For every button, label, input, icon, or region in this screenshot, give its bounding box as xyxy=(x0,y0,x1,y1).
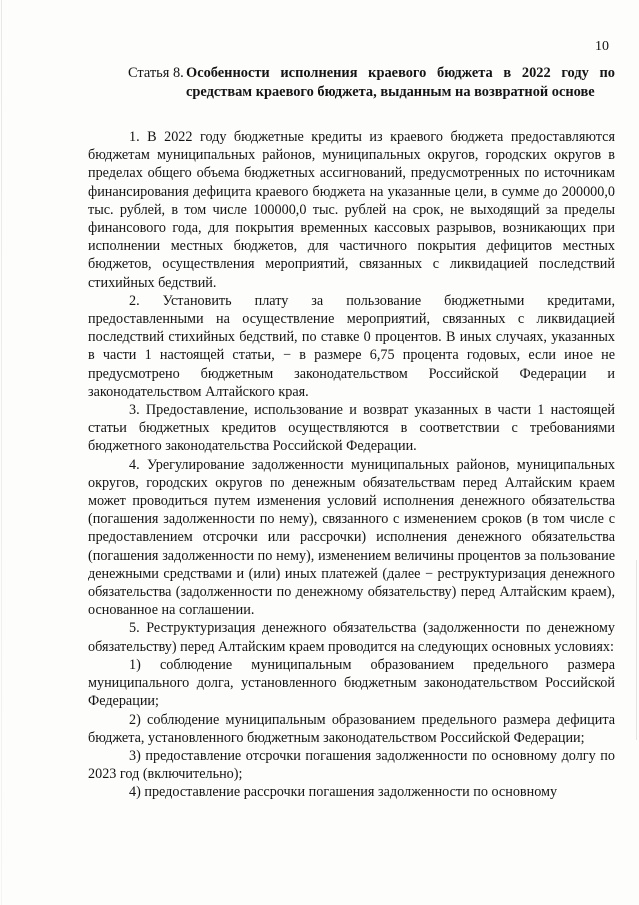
list-item-4: 4) предоставление рассрочки погашения задолженности по основному xyxy=(129,784,558,801)
paragraph-1: 1. В 2022 году бюджетные кредиты из краевого бюджета предоставляются бюджетам муниципальных районов, муниципальных округов, городских округов в пределах общего объема бюджетных ассигнований, предусмотренных по источникам финансирования дефицита краевого бюджета на указанные цели, в сумме до 200000,0 тыс. рублей, в том числе 100000,0 тыс. рублей на срок, не выходящий за пределы финансового года, для покрытия временных кассовых разрывов, возникающих при исполнении местных бюджетов, для частичного покрытия дефицитов местных бюджетов, осуществления мероприятий, связанных с ликвидацией последствий стихийных бедствий. xyxy=(88,129,615,291)
article-title: Особенности исполнения краевого бюджета в 2022 году по средствам краевого бюджета, выданным на возвратной основе xyxy=(186,65,615,100)
paragraph-3: 3. Предоставление, использование и возврат указанных в части 1 настоящей статьи бюджетных кредитов осуществляются в соответствии с требованиями бюджетного законодательства Российской Федерации. xyxy=(88,402,615,455)
paragraph-4: 4. Урегулирование задолженности муниципальных районов, муниципальных округов, городских округов по денежным обязательствам перед Алтайским краем может проводиться путем изменения условий исполнения денежного обязательства (погашения задолженности по нему), связанного с изменением сроков (в том числе с предоставлением отсрочки или рассрочки) исполнения денежного обязательства (погашения задолженности по нему), изменением величины процентов за пользование денежными средствами и (или) иных платежей (далее − реструктуризация денежного обязательства (задолженности по денежному обязательству) перед Алтайским краем), основанное на соглашении. xyxy=(88,456,615,619)
article-heading xyxy=(88,64,615,102)
scan-edge-mark xyxy=(1,0,2,905)
paragraph-5: 5. Реструктуризация денежного обязательства (задолженности по денежному обязательству) перед Алтайским краем проводится на следующих основных условиях: xyxy=(88,620,615,655)
article-body xyxy=(88,128,615,802)
scan-edge-mark-right xyxy=(636,560,637,740)
list-item-3: 3) предоставление отсрочки погашения задолженности по основному долгу по 2023 год (включительно); xyxy=(88,747,615,783)
list-item-2: 2) соблюдение муниципальным образованием предельного размера дефицита бюджета, установленного бюджетным законодательством Российской Федерации; xyxy=(88,711,615,746)
list-item-1: 1) соблюдение муниципальным образованием предельного размера муниципального долга, установленного бюджетным законодательством Российской Федерации; xyxy=(88,656,615,710)
page-number: 10 xyxy=(595,39,609,54)
paragraph-2: 2. Установить плату за пользование бюджетными кредитами, предоставленными на осуществление мероприятий, связанных с ликвидацией последствий стихийных бедствий, по ставке 0 процентов. В иных случаях, указанных в части 1 настоящей статьи, − в размере 6,75 процента годовых, если иное не предусмотрено бюджетным законодательством Российской Федерации и законодательством Алтайского края. xyxy=(88,292,615,400)
article-number: Статья 8. xyxy=(128,65,184,81)
